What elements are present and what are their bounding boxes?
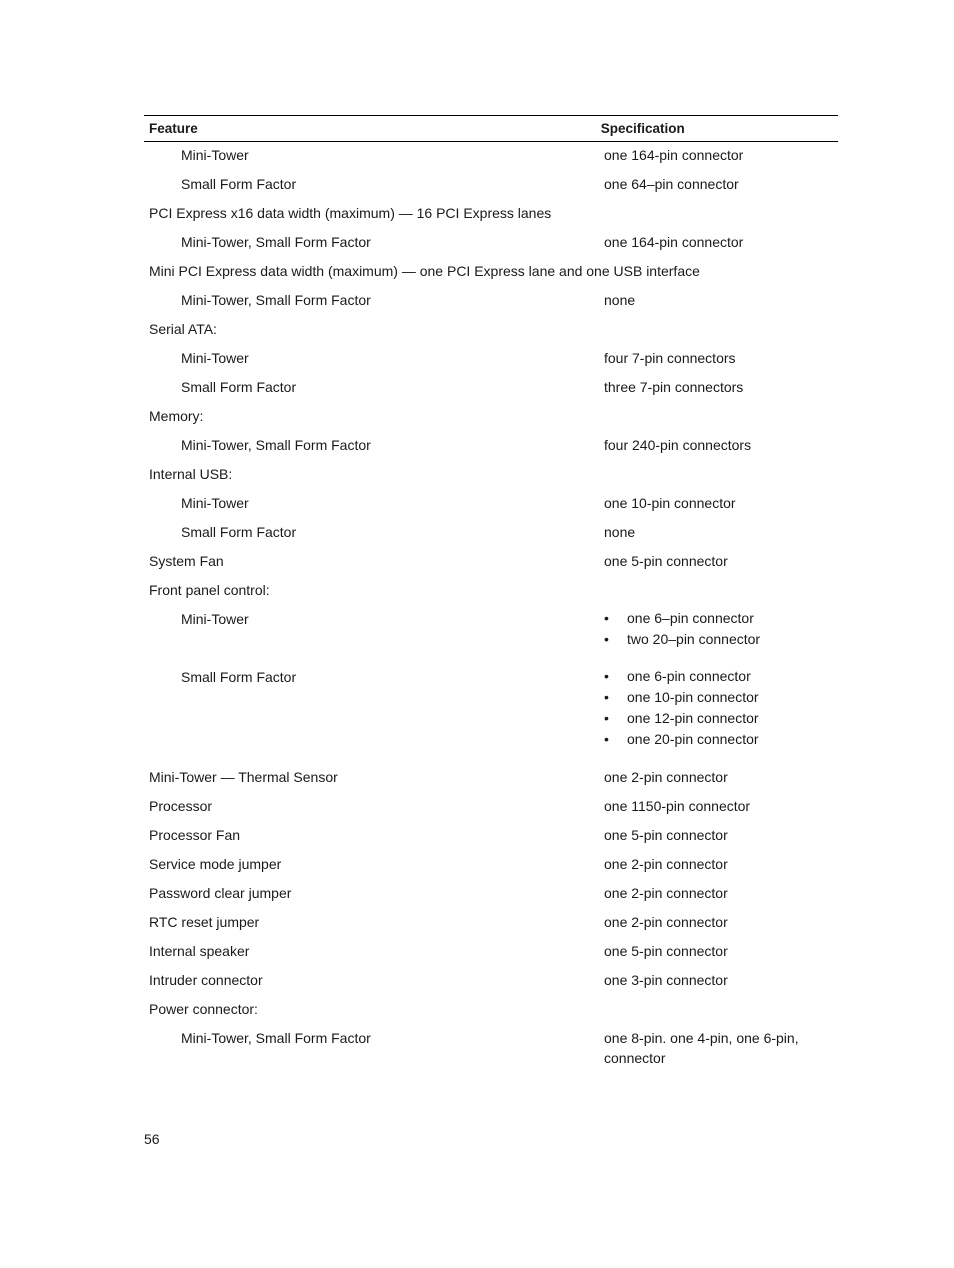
feature-cell: Internal USB: xyxy=(149,466,233,482)
feature-column-header: Feature xyxy=(149,121,198,136)
feature-cell: Mini-Tower xyxy=(181,147,249,163)
feature-cell: Password clear jumper xyxy=(149,885,292,901)
table-row xyxy=(144,403,838,432)
table-row xyxy=(144,664,838,764)
specification-cell: none xyxy=(604,292,636,308)
table-row xyxy=(144,142,838,171)
table-row xyxy=(144,938,838,967)
feature-cell: Processor xyxy=(149,798,213,814)
feature-cell: System Fan xyxy=(149,553,224,569)
feature-cell: PCI Express x16 data width (maximum) — 16 PCI Express lanes xyxy=(149,205,552,221)
feature-cell: Serial ATA: xyxy=(149,321,217,337)
specification-column-header: Specification xyxy=(600,121,685,136)
table-row xyxy=(144,548,838,577)
feature-cell: Mini-Tower — Thermal Sensor xyxy=(149,769,338,785)
specification-cell: none xyxy=(604,524,636,540)
specification-cell xyxy=(604,664,838,764)
table-row xyxy=(144,851,838,880)
table-row xyxy=(144,967,838,996)
feature-cell: Processor Fan xyxy=(149,827,241,843)
feature-cell: Mini-Tower, Small Form Factor xyxy=(181,1030,371,1046)
specification-cell: one 2-pin connector xyxy=(604,769,728,785)
specification-cell: one 1150-pin connector xyxy=(604,798,751,814)
table-row xyxy=(144,1025,838,1074)
specification-cell: one 5-pin connector xyxy=(604,553,728,569)
bullet-item: • one 6–pin connector xyxy=(604,608,838,629)
specification-cell xyxy=(604,606,838,664)
specification-cell: four 7-pin connectors xyxy=(604,350,736,366)
table-row xyxy=(144,490,838,519)
table-row xyxy=(144,764,838,793)
feature-cell: Small Form Factor xyxy=(181,669,297,685)
table-row xyxy=(144,258,838,287)
specification-cell: one 10-pin connector xyxy=(604,495,736,511)
specification-cell: one 164-pin connector xyxy=(604,234,744,250)
specification-cell: one 5-pin connector xyxy=(604,943,728,959)
table-row xyxy=(144,461,838,490)
bullet-list xyxy=(604,608,838,650)
table-row xyxy=(144,345,838,374)
specification-cell xyxy=(604,996,838,1025)
specification-cell xyxy=(604,461,838,490)
table-row xyxy=(144,996,838,1025)
specification-cell: one 64–pin connector xyxy=(604,176,739,192)
table-row xyxy=(144,577,838,606)
feature-cell: Small Form Factor xyxy=(181,176,297,192)
table-header xyxy=(144,116,838,142)
table-row xyxy=(144,822,838,851)
specification-cell: one 2-pin connector xyxy=(604,885,728,901)
feature-cell: Mini-Tower, Small Form Factor xyxy=(181,437,371,453)
bullet-item: • one 6-pin connector xyxy=(604,666,838,687)
feature-cell: Front panel control: xyxy=(149,582,270,598)
table-row xyxy=(144,229,838,258)
table-row xyxy=(144,432,838,461)
feature-cell: RTC reset jumper xyxy=(149,914,260,930)
feature-cell: Mini-Tower xyxy=(181,611,249,627)
specification-cell xyxy=(604,403,838,432)
feature-cell: Service mode jumper xyxy=(149,856,282,872)
table-row xyxy=(144,200,838,229)
specification-cell: one 3-pin connector xyxy=(604,972,728,988)
specification-table xyxy=(144,115,838,1074)
page-number: 56 xyxy=(144,1131,160,1147)
table-row xyxy=(144,606,838,664)
bullet-list xyxy=(604,666,838,750)
feature-cell: Mini PCI Express data width (maximum) — one PCI Express lane and one USB interface xyxy=(149,263,700,279)
table-row xyxy=(144,880,838,909)
specification-cell: one 5-pin connector xyxy=(604,827,728,843)
feature-cell: Small Form Factor xyxy=(181,524,297,540)
specification-cell xyxy=(604,316,838,345)
bullet-item: • two 20–pin connector xyxy=(604,629,838,650)
specification-cell xyxy=(604,577,838,606)
specification-cell: four 240-pin connectors xyxy=(604,437,752,453)
feature-cell: Mini-Tower xyxy=(181,495,249,511)
feature-cell: Internal speaker xyxy=(149,943,250,959)
table-body xyxy=(144,142,838,1074)
feature-cell: Mini-Tower, Small Form Factor xyxy=(181,292,371,308)
bullet-item: • one 20-pin connector xyxy=(604,729,838,750)
feature-cell: Mini-Tower xyxy=(181,350,249,366)
specification-cell: one 2-pin connector xyxy=(604,914,728,930)
feature-cell: Small Form Factor xyxy=(181,379,297,395)
table-row xyxy=(144,519,838,548)
table-row xyxy=(144,287,838,316)
table-row xyxy=(144,793,838,822)
table-row xyxy=(144,374,838,403)
feature-cell: Mini-Tower, Small Form Factor xyxy=(181,234,371,250)
specification-cell: one 164-pin connector xyxy=(604,147,744,163)
specification-cell: one 2-pin connector xyxy=(604,856,728,872)
specification-cell: one 8-pin. one 4-pin, one 6-pin, connector xyxy=(604,1030,799,1066)
bullet-item: • one 12-pin connector xyxy=(604,708,838,729)
feature-cell: Power connector: xyxy=(149,1001,258,1017)
specification-cell: three 7-pin connectors xyxy=(604,379,744,395)
table-row xyxy=(144,909,838,938)
feature-cell: Intruder connector xyxy=(149,972,263,988)
bullet-item: • one 10-pin connector xyxy=(604,687,838,708)
feature-cell: Memory: xyxy=(149,408,204,424)
table-row xyxy=(144,171,838,200)
table-row xyxy=(144,316,838,345)
